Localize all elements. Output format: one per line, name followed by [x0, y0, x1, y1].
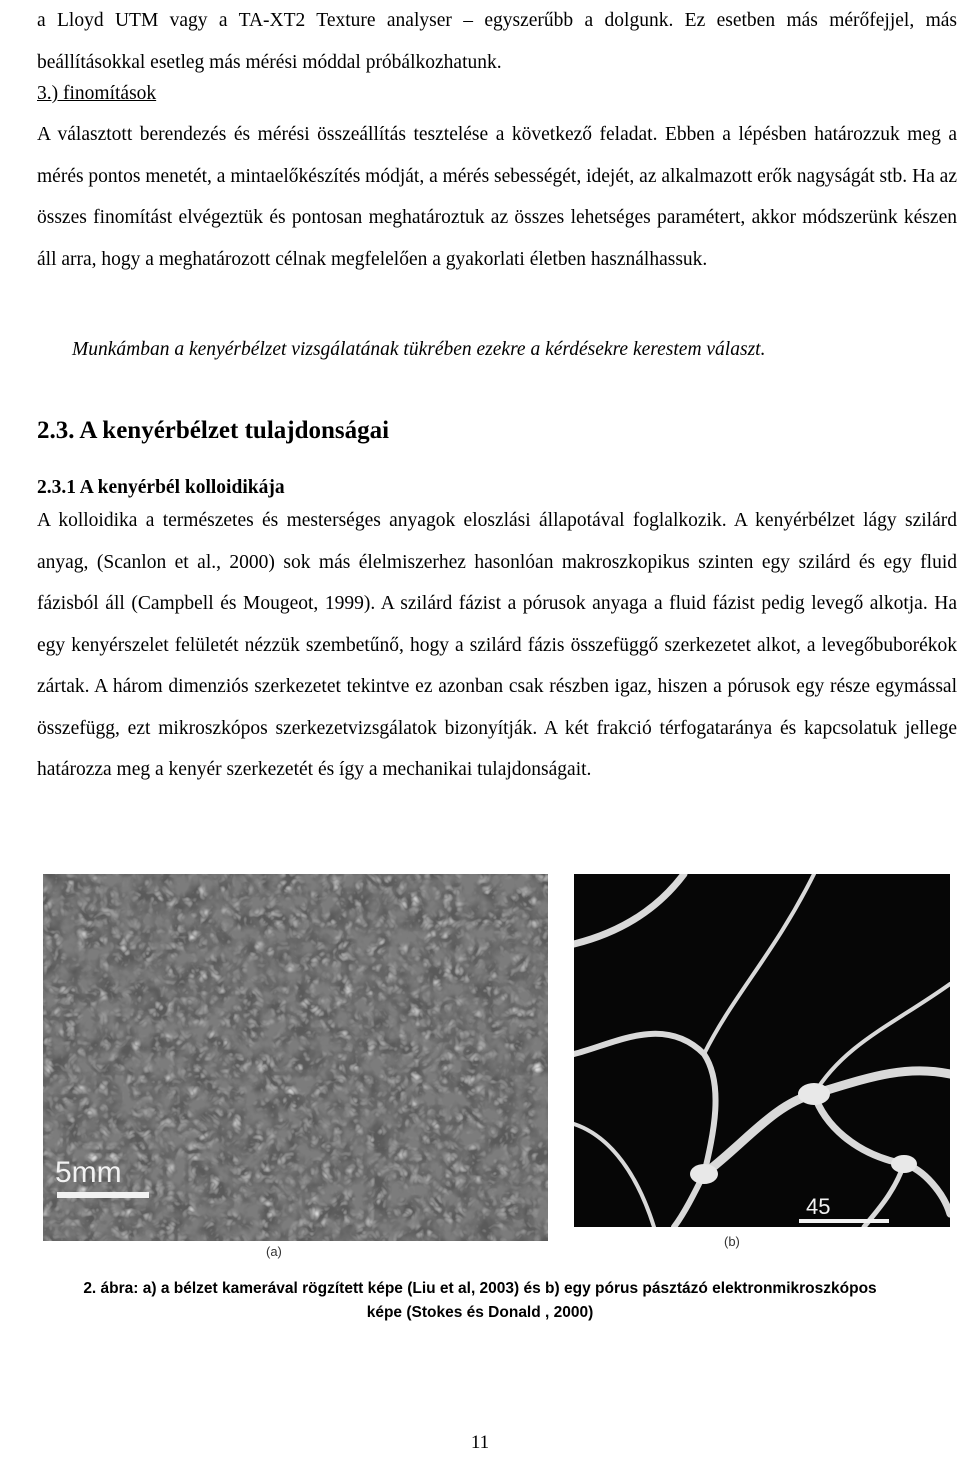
panel-label-b: (b)	[724, 1234, 740, 1249]
pore-structure	[574, 874, 950, 1227]
paragraph-intro: a Lloyd UTM vagy a TA-XT2 Texture analyser – egyszerűbb a dolgunk. Ez esetben más mérőfejjel, más beállításokkal esetleg más mérési móddal próbálkozhatunk.	[37, 10, 957, 73]
caption-line-2: képe (Stokes és Donald , 2000)	[366, 1304, 594, 1321]
paragraph-refinements: A választott berendezés és mérési összeállítás tesztelése a következő feladat. Ebben a lépésben határozzuk meg a mérés pontos menetét, a mintaelőkészítés módját, a mérés sebességét, idejét, az alkalmazott erők nagyságát stb. Ha az összes finomítást elvégeztük és pontosan meghatároztuk az összes lehetséges paramétert, akkor módszerünk készen áll arra, hogy a meghatározott célnak megfelelően a gyakorlati életben használhassuk.	[37, 124, 957, 270]
step-heading	[37, 73, 957, 115]
italic-note: Munkámban a kenyérbélzet vizsgálatának tükrében ezekre a kérdésekre kerestem választ.	[72, 339, 766, 360]
bread-crumb-photo	[43, 874, 548, 1241]
scale-label-a: 5mm	[55, 1156, 122, 1189]
page-number: 11	[470, 1432, 490, 1453]
scale-label-b: 45	[806, 1194, 831, 1219]
section-heading: 2.3. A kenyérbélzet tulajdonságai	[37, 417, 390, 444]
paragraph-colloid: A kolloidika a természetes és mesterséges anyagok eloszlási állapotával foglalkozik. A kenyérbélzet lágy szilárd anyag, (Scanlon et al., 2000) sok más élelmiszerhez hasonlóan makroszkopikus szinten egy szilárd és egy fluid fázisból áll (Campbell és Mougeot, 1999). A szilárd fázist a pórusok anyaga a fluid fázist pedig levegő alkotja. Ha egy kenyérszelet felületét nézzük szembetűnő, hogy a szilárd fázis összefüggő szerkezetet alkot, a levegőbuborékok zártak. A három dimenziós szerkezetet tekintve ez azonban csak részben igaz, hiszen a pórusok egy része egymással összefügg, ezt mikroszkópos szerkezetvizsgálatok bizonyítják. A két frakció térfogataránya és kapcsolatuk jellege határozza meg a kenyér szerkezetét és így a mechanikai tulajdonságait.	[37, 510, 957, 780]
panel-label-a: (a)	[266, 1244, 282, 1259]
pore-sem-image	[574, 874, 950, 1227]
step-label: 3.) finomítások	[37, 83, 157, 104]
scale-bar-a	[57, 1192, 149, 1198]
figure-caption	[0, 1277, 960, 1325]
subsection-heading: 2.3.1 A kenyérbél kolloidikája	[37, 477, 285, 498]
crumb-texture	[43, 874, 548, 1241]
scale-bar-b	[799, 1219, 889, 1223]
caption-line-1: 2. ábra: a) a bélzet kamerával rögzített képe (Liu et al, 2003) és b) egy pórus pásztázó elektronmikroszkópos	[83, 1280, 877, 1297]
